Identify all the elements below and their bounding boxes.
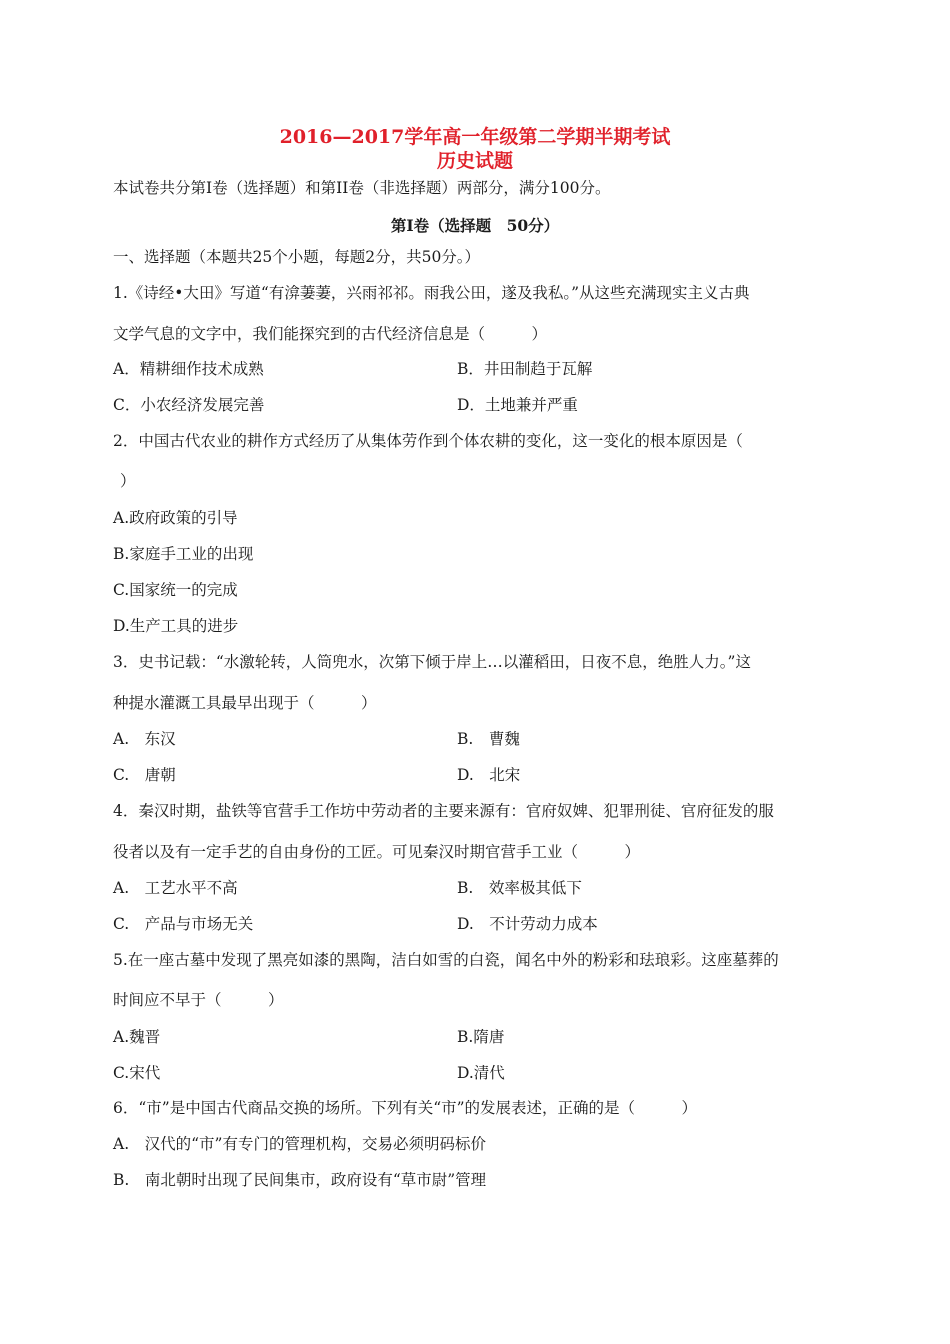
question-1-option-c: C．小农经济发展完善 [113,396,265,414]
question-6-option-a: A. 汉代的“市”有专门的管理机构，交易必须明码标价 [113,1135,486,1153]
question-5-option-a: A.魏晋 [113,1028,161,1046]
question-4-option-a: A. 工艺水平不高 [113,879,238,897]
section-instructions: 一、选择题（本题共25个小题，每题2分，共50分。） [113,248,481,266]
question-2-option-c: C.国家统一的完成 [113,581,238,599]
exam-subtitle: 历史试题 [436,150,513,172]
question-1-stem-line1: 1.《诗经•大田》写道“有渰萋萋，兴雨祁祁。雨我公田，遂及我私。”从这些充满现实主义古典 [113,284,750,302]
question-4-option-b: B. 效率极其低下 [457,879,582,897]
question-4-option-d: D. 不计劳动力成本 [457,915,598,933]
exam-title: 2016—2017学年高一年级第二学期半期考试 [279,126,671,148]
question-1-stem-line2: 文学气息的文字中，我们能探究到的古代经济信息是（ ） [113,325,548,343]
question-2-option-a: A.政府政策的引导 [113,509,238,527]
question-5-stem-line1: 5.在一座古墓中发现了黑亮如漆的黑陶，洁白如雪的白瓷，闻名中外的粉彩和珐琅彩。这座墓葬的 [113,951,779,969]
question-2-option-b: B.家庭手工业的出现 [113,545,254,563]
question-3-stem-line2: 种提水灌溉工具最早出现于（ ） [113,694,377,712]
question-3-option-b: B. 曹魏 [457,730,520,748]
question-4-option-c: C. 产品与市场无关 [113,915,254,933]
intro-text: 本试卷共分第I卷（选择题）和第II卷（非选择题）两部分，满分100分。 [113,179,611,197]
question-5-option-d: D.清代 [457,1064,505,1082]
question-3-option-a: A. 东汉 [113,730,176,748]
question-5-option-b: B.隋唐 [457,1028,505,1046]
question-4-stem-line1: 4．秦汉时期，盐铁等官营手工作坊中劳动者的主要来源有：官府奴婢、犯罪刑徒、官府征发的服 [113,802,774,820]
question-2-stem-line1: 2．中国古代农业的耕作方式经历了从集体劳作到个体农耕的变化，这一变化的根本原因是（ [113,432,743,450]
question-1-option-b: B．井田制趋于瓦解 [457,360,593,378]
question-6-option-b: B. 南北朝时出现了民间集市，政府设有“草市尉”管理 [113,1171,487,1189]
question-6-stem-line1: 6．“市”是中国古代商品交换的场所。下列有关“市”的发展表述，正确的是（ ） [113,1099,698,1117]
question-5-stem-line2: 时间应不早于（ ） [113,991,284,1009]
question-3-stem-line1: 3．史书记载：“水激轮转，人筒兜水，次第下倾于岸上…以灌稻田，日夜不息，绝胜人力。”这 [113,653,751,671]
question-2-option-d: D.生产工具的进步 [113,617,239,635]
question-5-option-c: C.宋代 [113,1064,161,1082]
section-heading: 第I卷（选择题 50分） [390,216,560,235]
question-4-stem-line2: 役者以及有一定手艺的自由身份的工匠。可见秦汉时期官营手工业（ ） [113,843,641,861]
question-2-stem-line2: ） [120,472,136,490]
question-3-option-d: D. 北宋 [457,766,521,784]
question-3-option-c: C. 唐朝 [113,766,176,784]
question-1-option-d: D．土地兼并严重 [457,396,578,414]
question-1-option-a: A．精耕细作技术成熟 [113,360,264,378]
